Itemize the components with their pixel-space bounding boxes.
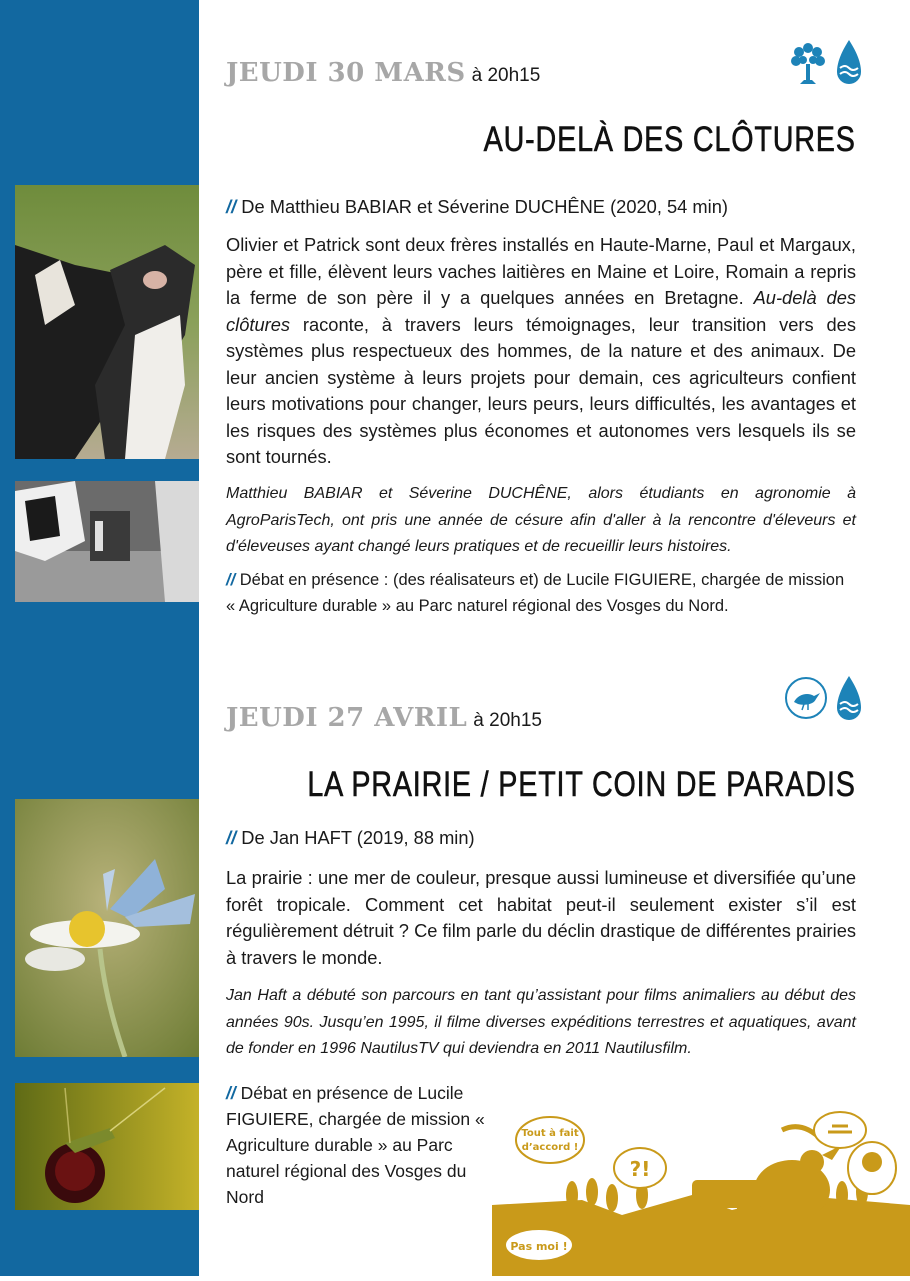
event1-bio: Matthieu BABIAR et Séverine DUCHÊNE, alors étudiants en agronomie à AgroParisTech, ont pris une année de césure afin d'aller à la rencontre d'éleveurs et d'éleveuses ayant changé leurs pratiques et de recueillir leurs histoires. — [226, 485, 856, 555]
bubble-agree-line2: d’accord ! — [521, 1142, 579, 1153]
event1-debate-text: Débat en présence : (des réalisateurs et) de Lucile FIGUIERE, chargée de mission « Agriculture durable » au Parc naturel régional des Vosges du Nord. — [226, 571, 845, 615]
event1-credit-mark: // — [226, 196, 237, 217]
debate-cartoon — [492, 1100, 910, 1276]
event1-synopsis-part1: Olivier et Patrick sont deux frères installés en Haute-Marne, Paul et Margaux, père et fille, élèvent leurs vaches laitières en Maine et Loire, Romain a repris la ferme de son père il y a quelques années en Bretagne. — [226, 234, 856, 308]
event2-debate-mark: // — [226, 1083, 236, 1103]
event2-debate-text: Débat en présence de Lucile FIGUIERE, chargée de mission « Agriculture durable » au Parc naturel régional des Vosges du Nord — [226, 1083, 485, 1207]
event1-debate-mark: // — [226, 571, 236, 589]
event2-bio: Jan Haft a débuté son parcours en tant qu’assistant pour films animaliers au début des années 90s. Jusqu’en 1995, il filme diverses expéditions terrestres et aquatiques, avant de fonder en 1996 NautilusTV qui deviendra en 2011 Nautilusfilm. — [226, 987, 856, 1057]
event2-credit-text: De Jan HAFT (2019, 88 min) — [241, 827, 475, 848]
water-drop-icon-2 — [836, 674, 862, 722]
event2-title: LA PRAIRIE / PETIT COIN DE PARADIS — [307, 765, 856, 804]
calves-photo — [15, 185, 199, 459]
bird-icon — [784, 676, 828, 720]
tree-icon — [790, 38, 826, 86]
event2-date: JEUDI 27 AVRIL — [226, 703, 468, 733]
event1-title: AU-DELÀ DES CLÔTURES — [483, 120, 856, 159]
event1-synopsis-film-name: Au-delà des clôtures — [226, 287, 856, 335]
event1-debate — [226, 567, 856, 619]
event1-credit-text: De Matthieu BABIAR et Séverine DUCHÊNE (2020, 54 min) — [241, 196, 728, 217]
event2-date-line — [226, 703, 542, 733]
butterfly-photo — [15, 799, 199, 1057]
event1-synopsis-part2: raconte, à travers leurs témoignages, leur transition vers des systèmes plus respectueux des hommes, de la nature et des animaux. De leur ancien système à leurs projets pour demain, ces agriculteurs confient leurs motivations pour changer, leurs peurs, leurs difficultés, les avantages et les risques des systèmes plus économes et autonomes vers lesquels ils se sont tournés. — [226, 313, 856, 467]
bubble-agree-line1: Tout à fait — [521, 1128, 579, 1139]
bubble-no: Pas moi ! — [510, 1240, 568, 1253]
event2-synopsis: La prairie : une mer de couleur, presque aussi lumineuse et diversifiée qu’une forêt tropicale. Comment cet habitat peut-il seulement exister s’il est régulièrement détruit ? Ce film parle du déclin drastique de différentes prairies à travers le monde. — [226, 867, 856, 968]
bubble-question: ?! — [629, 1157, 651, 1181]
water-drop-icon — [836, 38, 862, 86]
grasshopper-photo — [15, 1083, 199, 1210]
event1-date-line — [226, 58, 540, 88]
cow-barn-photo — [15, 481, 199, 602]
event2-credit-mark: // — [226, 827, 237, 848]
event1-credit — [226, 194, 856, 221]
event2-debate — [226, 1080, 488, 1210]
event1-time: à 20h15 — [471, 65, 541, 86]
event2-credit — [226, 825, 856, 852]
event1-synopsis — [226, 232, 856, 471]
event1-date: JEUDI 30 MARS — [226, 58, 466, 88]
event2-time: à 20h15 — [473, 710, 542, 731]
